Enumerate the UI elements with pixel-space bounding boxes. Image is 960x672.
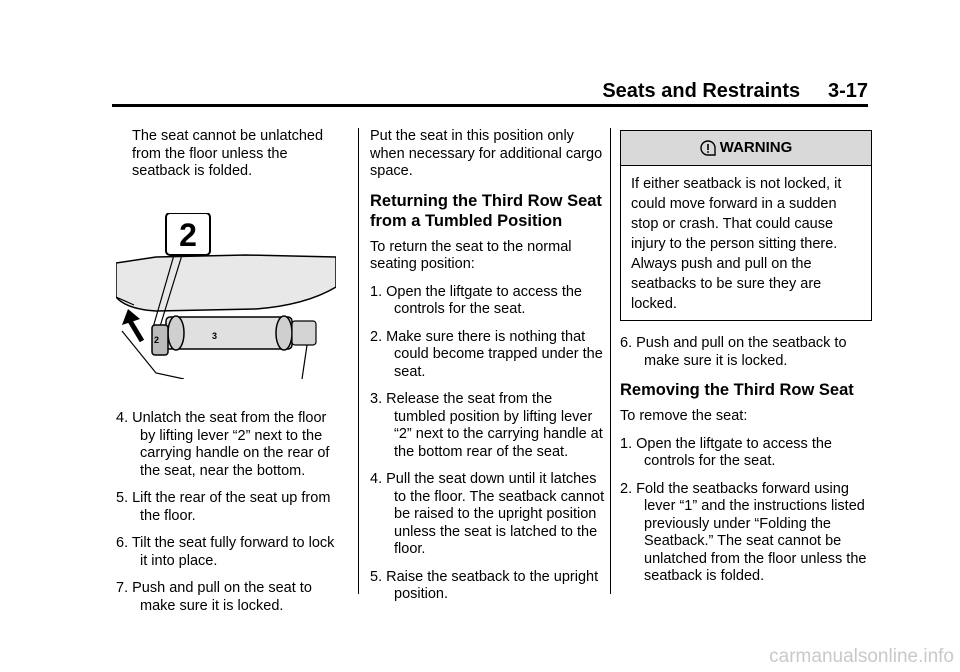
- intro-paragraph: Put the seat in this position only when necessary for additional cargo space.: [370, 128, 603, 179]
- column-2: [370, 128, 606, 614]
- column-divider: [610, 128, 611, 594]
- column-1: [116, 128, 344, 625]
- warning-title: WARNING: [719, 139, 793, 157]
- callout-number: 2: [179, 216, 197, 253]
- warning-icon: [700, 140, 716, 156]
- step-5: 5. Raise the seatback to the upright position.: [370, 568, 599, 602]
- header-title: [602, 80, 868, 103]
- intro-paragraph: The seat cannot be unlatched from the floor unless the seatback is folded.: [132, 128, 324, 179]
- step-6: 6. Tilt the seat fully forward to lock it into place.: [116, 535, 335, 569]
- section-title: Seats and Restraints: [602, 80, 801, 102]
- column-divider: [358, 128, 359, 594]
- step-3: 3. Release the seat from the tumbled position by lifting lever “2” next to the carrying handle at the bottom rear of the seat.: [370, 391, 603, 460]
- seat-lever-illustration: [116, 213, 336, 379]
- step-5: 5. Lift the rear of the seat up from the floor.: [116, 490, 331, 524]
- step-7: 7. Push and pull on the seat to make sure it is locked.: [116, 580, 312, 614]
- handle-label: 3: [212, 330, 218, 341]
- lead-paragraph: To remove the seat:: [620, 408, 748, 424]
- step-2: 2. Fold the seatbacks forward using lever “1” and the instructions listed previously under “Folding the Seatback.” The seat cannot be unlatched from the floor unless the seatback is folded.: [620, 480, 867, 584]
- watermark: carmanualsonline.info: [769, 646, 954, 667]
- warning-text: If either seatback is not locked, it could move forward in a sudden stop or crash. That could cause injury to the person sitting there. Always push and pull on the seatbacks to be sure they are locked.: [631, 176, 842, 312]
- header-rule: [112, 104, 868, 107]
- step-4: 4. Pull the seat down until it latches to the floor. The seatback cannot be raised to the upright position unless the seat is latched to the floor.: [370, 471, 605, 557]
- page-number: 3-17: [827, 80, 868, 102]
- step-1: 1. Open the liftgate to access the controls for the seat.: [620, 435, 832, 469]
- page-header: [112, 80, 868, 102]
- lead-paragraph: To return the seat to the normal seating position:: [370, 238, 572, 272]
- step-6: 6. Push and pull on the seatback to make sure it is locked.: [620, 335, 847, 369]
- lever-label: 2: [154, 334, 160, 345]
- section-heading: Removing the Third Row Seat: [620, 381, 854, 399]
- step-2: 2. Make sure there is nothing that could become trapped under the seat.: [370, 328, 603, 380]
- section-heading: Returning the Third Row Seat from a Tumbled Position: [370, 191, 602, 230]
- warning-header: [621, 131, 871, 166]
- column-3: [620, 128, 872, 596]
- warning-box: [620, 130, 872, 321]
- step-1: 1. Open the liftgate to access the controls for the seat.: [370, 283, 582, 317]
- step-4: 4. Unlatch the seat from the floor by lifting lever “2” next to the carrying handle on the rear of the seat, near the bottom.: [116, 410, 330, 479]
